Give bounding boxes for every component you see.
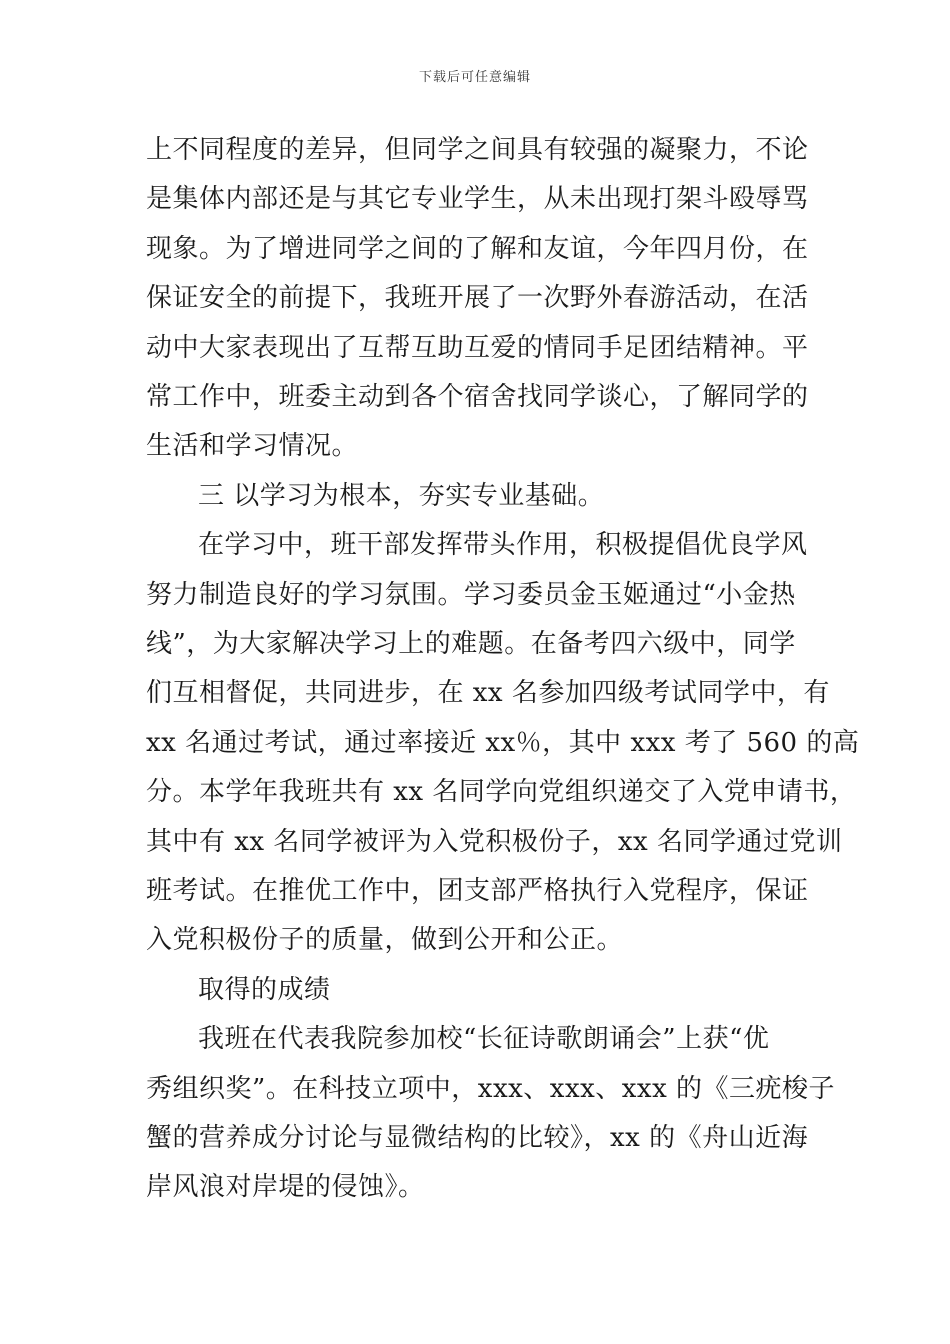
- text-line: 线”，为大家解决学习上的难题。在备考四六级中，同学: [146, 629, 796, 659]
- text-line: 其中有 xx 名同学被评为入党积极份子，xx 名同学通过党训: [146, 826, 843, 857]
- text-line: 入党积极份子的质量，做到公开和公正。: [146, 925, 624, 956]
- text-line: 生活和学习情况。: [146, 431, 359, 462]
- text-line: xx 名通过考试，通过率接近 xx％，其中 xxx 考了 560 的高: [146, 727, 860, 758]
- text-line: 现象。为了增进同学之间的了解和友谊，今年四月份，在: [146, 233, 809, 264]
- text-line: 努力制造良好的学习氛围。学习委员金玉姬通过“小金热: [146, 579, 796, 610]
- page-header: 下载后可任意编辑: [418, 70, 531, 85]
- section-heading: 取得的成绩: [198, 974, 331, 1005]
- text-line: 班考试。在推优工作中，团支部严格执行入党程序，保证: [146, 876, 809, 906]
- text-line: 秀组织奖”。在科技立项中，xxx、xxx、xxx 的《三疣梭子: [146, 1073, 836, 1104]
- text-line: 保证安全的前提下，我班开展了一次野外春游活动，在活: [146, 283, 809, 314]
- text-line: 上不同程度的差异，但同学之间具有较强的凝聚力，不论: [146, 135, 809, 165]
- text-line: 在学习中，班干部发挥带头作用，积极提倡优良学风: [198, 530, 808, 561]
- text-line: 蟹的营养成分讨论与显微结构的比较》，xx 的《舟山近海: [146, 1123, 809, 1153]
- text-line: 是集体内部还是与其它专业学生，从未出现打架斗殴辱骂: [146, 184, 809, 215]
- text-line: 动中大家表现出了互帮互助互爱的情同手足团结精神。平: [146, 332, 809, 363]
- section-heading: 三 以学习为根本，夯实专业基础。: [198, 480, 605, 511]
- text-line: 岸风浪对岸堤的侵蚀》。: [146, 1172, 425, 1203]
- text-line: 常工作中，班委主动到各个宿舍找同学谈心，了解同学的: [146, 382, 809, 412]
- text-line: 分。本学年我班共有 xx 名同学向党组织递交了入党申请书，: [146, 777, 857, 808]
- text-line: 我班在代表我院参加校“长征诗歌朗诵会”上获“优: [198, 1024, 770, 1055]
- text-line: 们互相督促，共同进步，在 xx 名参加四级考试同学中，有: [146, 678, 830, 709]
